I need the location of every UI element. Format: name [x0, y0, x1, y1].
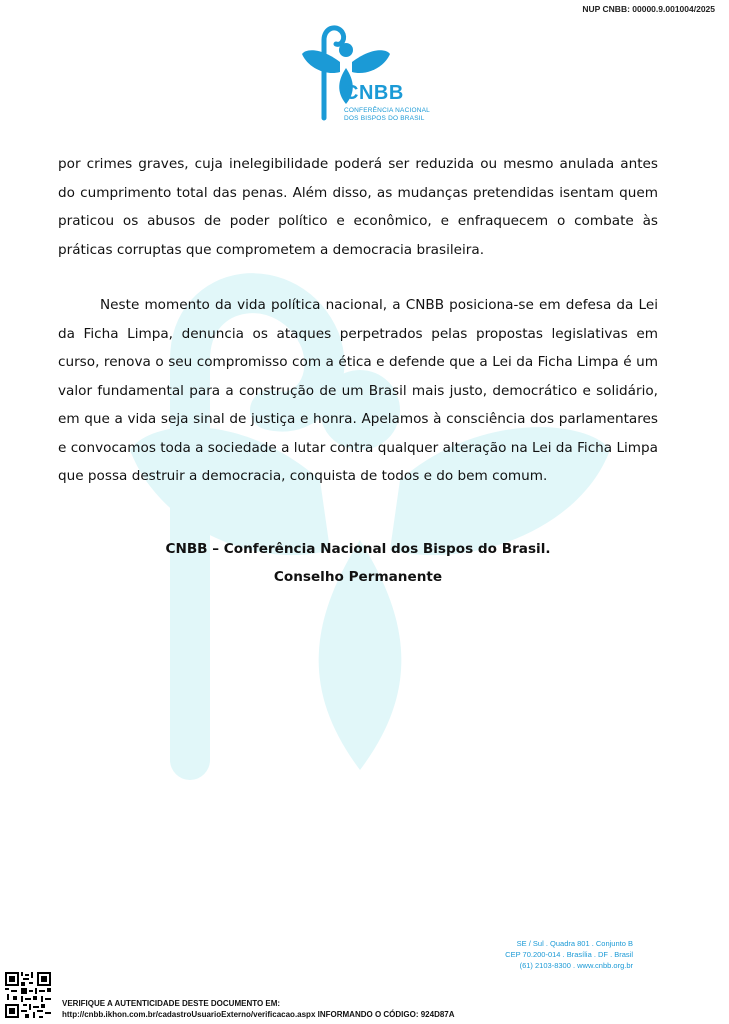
signature-line-1: CNBB – Conferência Nacional dos Bispos do Brasil. — [165, 541, 551, 557]
logo-subtitle-line2: DOS BISPOS DO BRASIL — [344, 115, 425, 122]
nup-code: NUP CNBB: 00000.9.001004/2025 — [582, 4, 715, 14]
logo-subtitle — [344, 107, 434, 123]
qr-code-icon — [5, 972, 51, 1018]
paragraph-1: por crimes graves, cuja inelegibilidade poderá ser reduzida ou mesmo anulada antes do cumprimento total das penas. Além disso, as mudanças pretendidas isentam quem praticou os abusos de poder político e econômico, e enfraquecem o combate às práticas corruptas que comprometem a democracia brasileira. — [58, 156, 658, 258]
address-line-3: (61) 2103-8300 . www.cnbb.org.br — [519, 961, 633, 970]
verification-line-1: VERIFIQUE A AUTENTICIDADE DESTE DOCUMENTO EM: — [62, 999, 281, 1008]
signature-line-2: Conselho Permanente — [273, 569, 443, 585]
address-line-1: SE / Sul . Quadra 801 . Conjunto B — [516, 939, 633, 948]
logo-wordmark: CNBB — [344, 82, 404, 104]
logo-subtitle-line1: CONFERÊNCIA NACIONAL — [344, 107, 430, 114]
verification-block — [62, 998, 455, 1020]
address-block — [505, 938, 633, 971]
address-line-2: CEP 70.200-014 . Brasília . DF . Brasil — [505, 950, 633, 959]
document-body — [58, 150, 658, 491]
verification-line-2: http://cnbb.ikhon.com.br/cadastroUsuarioExterno/verificacao.aspx INFORMANDO O CÓDIGO: 924D87A — [62, 1010, 455, 1019]
paragraph-2: Neste momento da vida política nacional, a CNBB posiciona-se em defesa da Lei da Ficha Limpa, denuncia os ataques perpetrados pelas propostas legislativas em curso, renova o seu compromisso com a ética e defende que a Lei da Ficha Limpa é um valor fundamental para a construção de um Brasil mais justo, democrático e solidário, em que a vida seja sinal de justiça e honra. Apelamos à consciência dos parlamentares e convocamos toda a sociedade a lutar contra qualquer alteração na Lei da Ficha Limpa que possa destruir a democracia, conquista de todos e do bem comum. — [58, 297, 658, 484]
